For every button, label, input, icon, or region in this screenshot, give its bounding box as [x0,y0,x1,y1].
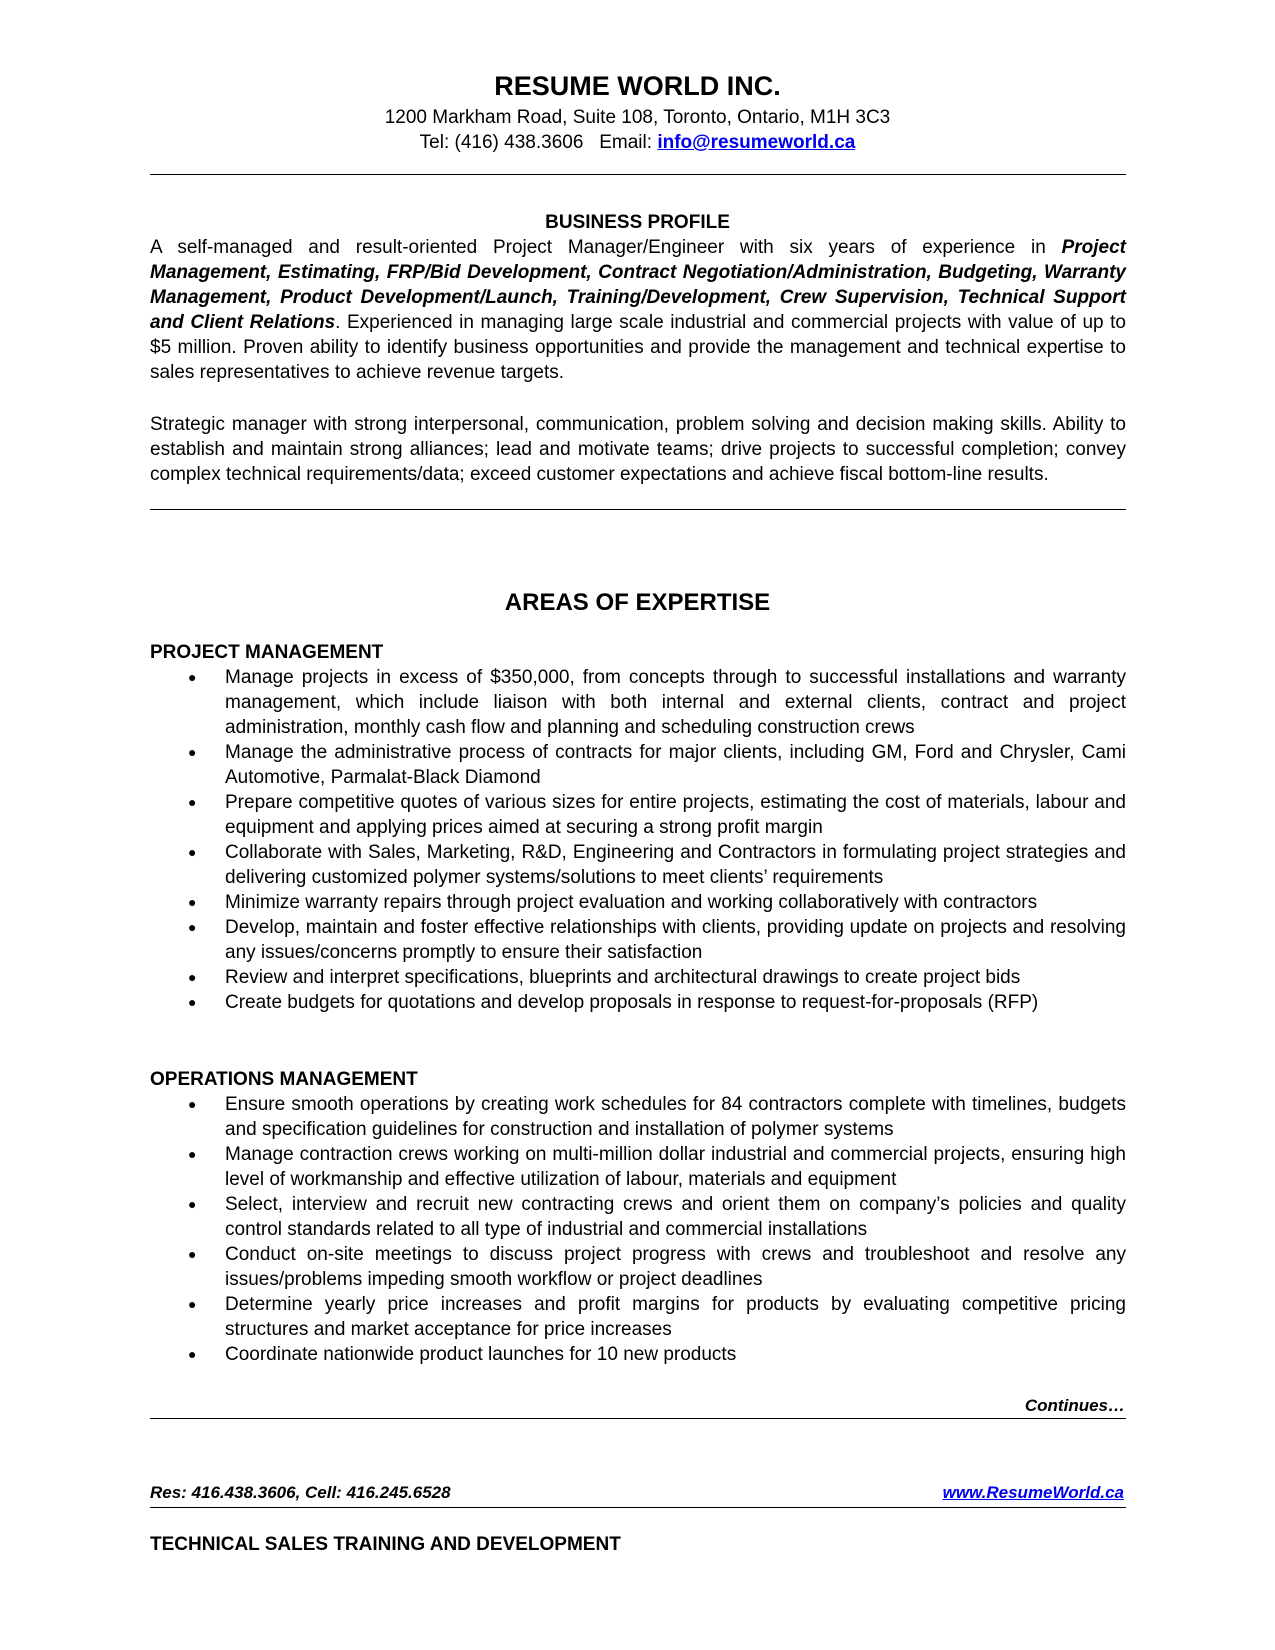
contact-line [0,131,1275,155]
list-item [150,1092,1126,1142]
list-item [150,990,1126,1015]
list-item-text: Review and interpret specifications, blueprints and architectural drawings to create project bids [225,967,1021,988]
list-item [150,740,1126,790]
bullet-icon: ● [188,1096,197,1112]
footer-divider [150,1507,1126,1508]
continues-note: Continues… [1024,1396,1125,1415]
bullet-icon: ● [188,669,197,685]
profile-skills: Project Management, Estimating, FRP/Bid Development, Contract Negotiation/Administration, Budgeting, Warranty Management, Product Development/Launch, Training/Development, Crew Supervision, Technical Support and Client Relations [150,237,1126,333]
areas-of-expertise-heading: AREAS OF EXPERTISE [504,589,771,616]
project-management-list [150,665,1126,1015]
bullet-icon: ● [188,894,197,910]
list-item-text: Manage contraction crews working on multi-million dollar industrial and commercial projects, ensuring high level of workmanship and effective utilization of labour, materials and equipment [225,1144,1126,1190]
list-item-text: Conduct on-site meetings to discuss project progress with crews and troubleshoot and resolve any issues/problems impeding smooth workflow or project deadlines [225,1244,1126,1290]
footer-website-link[interactable]: www.ResumeWorld.ca [942,1483,1124,1502]
list-item-text: Develop, maintain and foster effective relationships with clients, providing update on projects and resolving any issues/concerns promptly to ensure their satisfaction [225,917,1126,963]
bullet-icon: ● [188,994,197,1010]
list-item [150,965,1126,990]
list-item-text: Collaborate with Sales, Marketing, R&D, Engineering and Contractors in formulating project strategies and delivering customized polymer systems/solutions to meet clients’ requirements [225,842,1126,888]
list-item [150,1192,1126,1242]
bullet-icon: ● [188,969,197,985]
tel-text: Tel: (416) 438.3606 Email: [419,132,658,153]
profile-paragraph-1 [150,235,1126,385]
bullet-icon: ● [188,844,197,860]
profile-paragraph-2: Strategic manager with strong interpersonal, communication, problem solving and decision making skills. Ability to establish and maintain strong alliances; lead and motivate teams; drive projects to successful completion; convey complex technical requirements/data; exceed customer expectations and achieve fiscal bottom-line results. [150,414,1126,485]
operations-management-heading: OPERATIONS MANAGEMENT [150,1069,418,1090]
header-divider [150,174,1126,175]
list-item-text: Ensure smooth operations by creating work schedules for 84 contractors complete with timelines, budgets and specification guidelines for construction and installation of polymer systems [225,1094,1126,1140]
list-item [150,840,1126,890]
technical-sales-heading: TECHNICAL SALES TRAINING AND DEVELOPMENT [150,1534,621,1555]
footer-phones: Res: 416.438.3606, Cell: 416.245.6528 [150,1483,451,1502]
list-item-text: Manage projects in excess of $350,000, from concepts through to successful installations and warranty management, which include liaison with both internal and external clients, contract and project administration, monthly cash flow and planning and scheduling construction crews [225,667,1126,738]
list-item-text: Coordinate nationwide product launches for 10 new products [225,1344,737,1365]
bullet-icon: ● [188,794,197,810]
bullet-icon: ● [188,1146,197,1162]
list-item [150,1142,1126,1192]
operations-management-list [150,1092,1126,1367]
list-item-text: Manage the administrative process of contracts for major clients, including GM, Ford and Chrysler, Cami Automotive, Parmalat-Black Diamond [225,742,1126,788]
list-item [150,1342,1126,1367]
bullet-icon: ● [188,744,197,760]
list-item [150,915,1126,965]
bullet-icon: ● [188,1246,197,1262]
list-item [150,665,1126,740]
bullet-icon: ● [188,919,197,935]
list-item [150,1292,1126,1342]
list-item [150,890,1126,915]
list-item-text: Prepare competitive quotes of various sizes for entire projects, estimating the cost of materials, labour and equipment and applying prices aimed at securing a strong profit margin [225,792,1126,838]
email-link[interactable]: info@resumeworld.ca [657,132,856,153]
project-management-heading: PROJECT MANAGEMENT [150,642,384,663]
continues-divider [150,1418,1126,1419]
list-item [150,1242,1126,1292]
list-item [150,790,1126,840]
profile-intro: A self-managed and result-oriented Project Manager/Engineer with six years of experience in [150,237,1062,258]
list-item-text: Determine yearly price increases and profit margins for products by evaluating competitive pricing structures and market acceptance for price increases [225,1294,1126,1340]
bullet-icon: ● [188,1346,197,1362]
list-item-text: Select, interview and recruit new contracting crews and orient them on company’s policies and quality control standards related to all type of industrial and commercial installations [225,1194,1126,1240]
profile-divider [150,509,1126,510]
business-profile-heading: BUSINESS PROFILE [545,212,730,233]
profile-rest: . Experienced in managing large scale industrial and commercial projects with value of up to $5 million. Proven ability to identify business opportunities and provide the management and technical expertise to sales representatives to achieve revenue targets. [150,312,1126,383]
company-address: 1200 Markham Road, Suite 108, Toronto, Ontario, M1H 3C3 [384,107,891,128]
list-item-text: Create budgets for quotations and develop proposals in response to request-for-proposals (RFP) [225,992,1039,1013]
list-item-text: Minimize warranty repairs through project evaluation and working collaboratively with contractors [225,892,1038,913]
bullet-icon: ● [188,1296,197,1312]
company-name: RESUME WORLD INC. [494,71,781,101]
bullet-icon: ● [188,1196,197,1212]
